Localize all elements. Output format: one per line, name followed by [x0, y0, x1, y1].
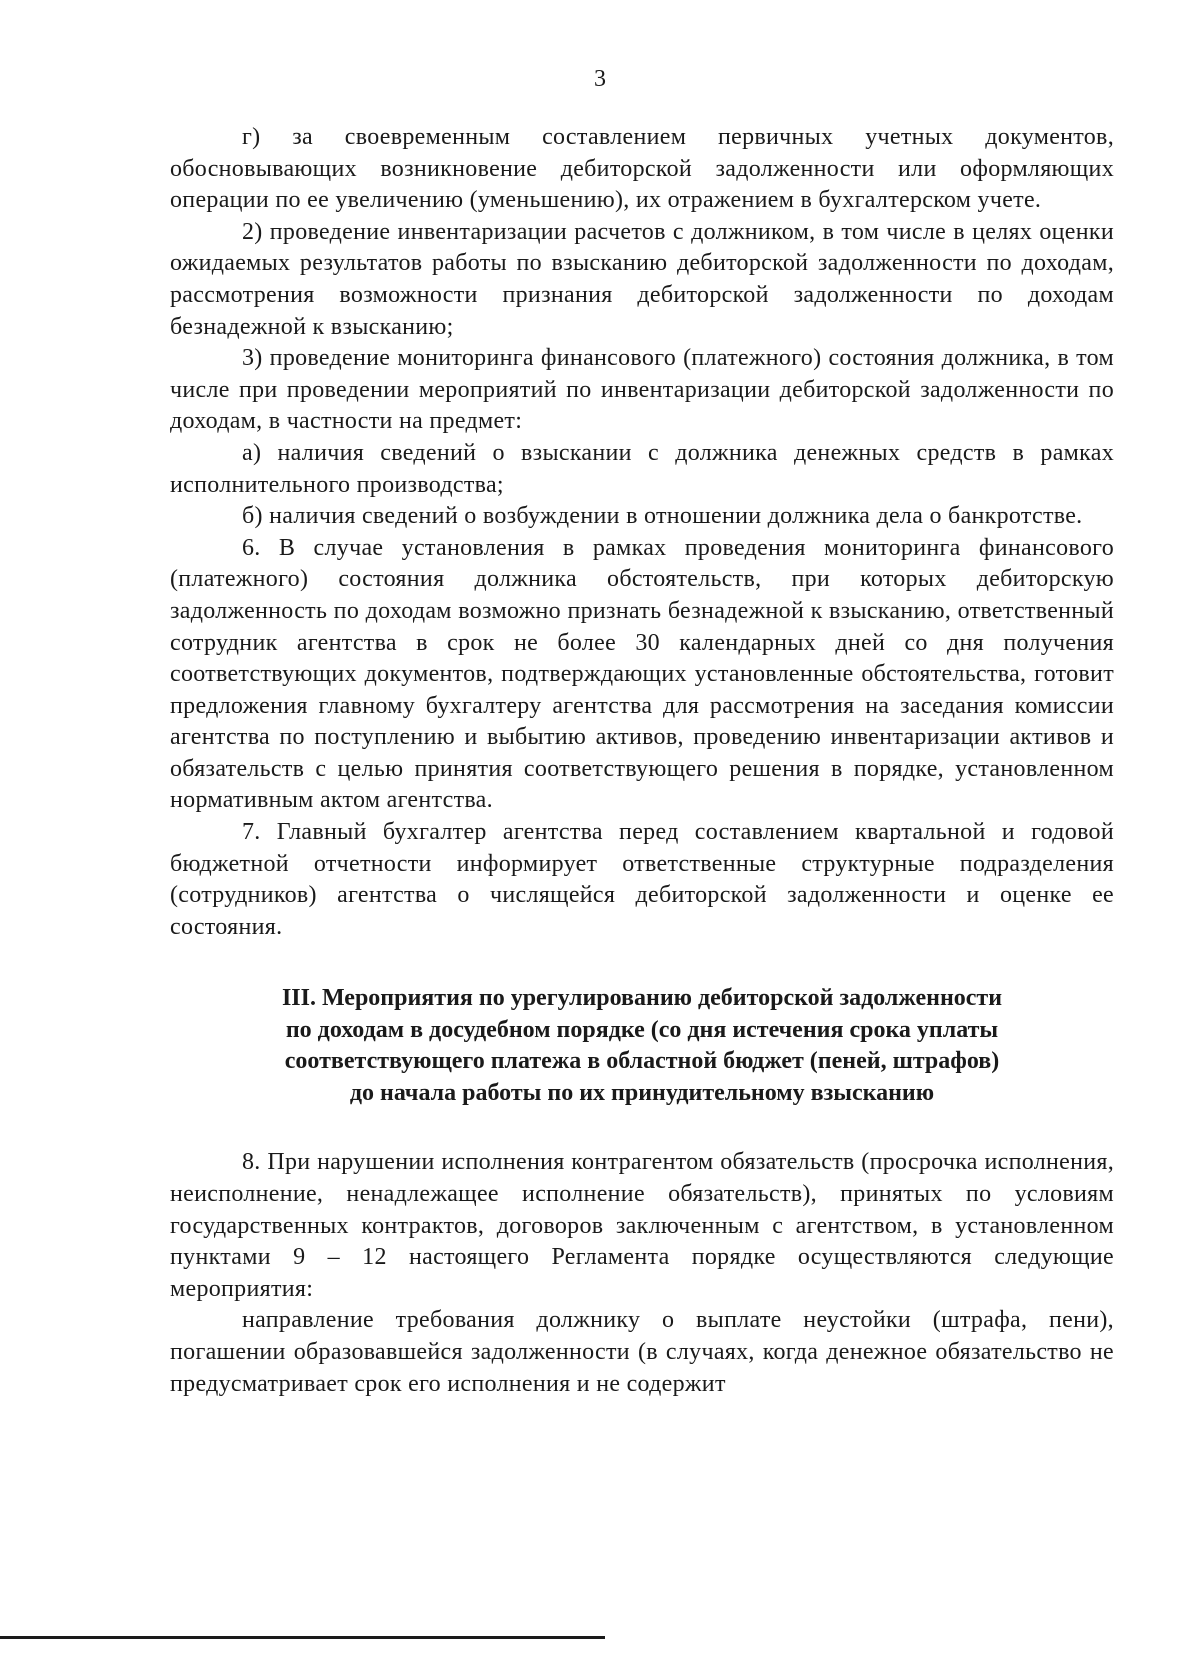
paragraph-item-g: г) за своевременным составлением первичных учетных документов, обосновывающих возникновение дебиторской задолженности или оформляющих операции по ее увеличению (уменьшению), их отражением в бухгалтерском учете. [170, 124, 1114, 214]
paragraph-requirement: направление требования должнику о выплате неустойки (штрафа, пени), погашении образовавшейся задолженности (в случаях, когда денежное обязательство не предусматривает срок его исполнения и не содержит [170, 1307, 1114, 1397]
document-body [170, 122, 1114, 1400]
paragraph-item-2: 2) проведение инвентаризации расчетов с должником, в том числе в целях оценки ожидаемых результатов работы по взысканию дебиторской задолженности по доходам, рассмотрения возможности признания дебиторской задолженности по доходам безнадежной к взысканию; [170, 218, 1114, 340]
paragraph-item-b: б) наличия сведений о возбуждении в отношении должника дела о банкротстве. [242, 503, 1083, 530]
paragraph-clause-6: 6. В случае установления в рамках проведения мониторинга финансового (платежного) состояния должника обстоятельств, при которых дебиторскую задолженность по доходам возможно признать безнадежной к взысканию, ответственный сотрудник агентства в срок не более 30 календарных дней со дня получения соответствующих документов, подтверждающих установленные обстоятельства, готовит предложения главному бухгалтеру агентства для рассмотрения на заседания комиссии агентства по поступлению и выбытию активов, проведению инвентаризации активов и обязательств с целью принятия соответствующего решения в порядке, установленном нормативным актом агентства. [170, 534, 1114, 814]
section-heading-line-4: до начала работы по их принудительному взысканию [349, 1079, 935, 1106]
page-number: 3 [594, 66, 606, 92]
paragraph-clause-7: 7. Главный бухгалтер агентства перед составлением квартальной и годовой бюджетной отчетности информирует ответственные структурные подразделения (сотрудников) агентства о числящейся дебиторской задолженности и оценке ее состояния. [170, 819, 1114, 940]
section-heading-line-3: соответствующего платежа в областной бюджет (пеней, штрафов) [284, 1048, 1000, 1075]
section-heading-line-2: по доходам в досудебном порядке (со дня истечения срока уплаты [285, 1016, 999, 1043]
paragraph-clause-8: 8. При нарушении исполнения контрагентом обязательств (просрочка исполнения, неисполнение, ненадлежащее исполнение обязательств), принятых по условиям государственных контрактов, договоров заключенным с агентством, в установленном пунктами 9 – 12 настоящего Регламента порядке осуществляются следующие мероприятия: [170, 1149, 1114, 1302]
section-heading [170, 983, 1114, 1109]
paragraph-item-a: а) наличия сведений о взыскании с должника денежных средств в рамках исполнительного производства; [170, 439, 1114, 498]
section-heading-line-1: III. Мероприятия по урегулированию дебиторской задолженности [281, 985, 1003, 1012]
paragraph-item-3: 3) проведение мониторинга финансового (платежного) состояния должника, в том числе при проведении мероприятий по инвентаризации дебиторской задолженности по доходам, в частности на предмет: [170, 345, 1114, 435]
scan-edge-line [0, 1636, 605, 1639]
